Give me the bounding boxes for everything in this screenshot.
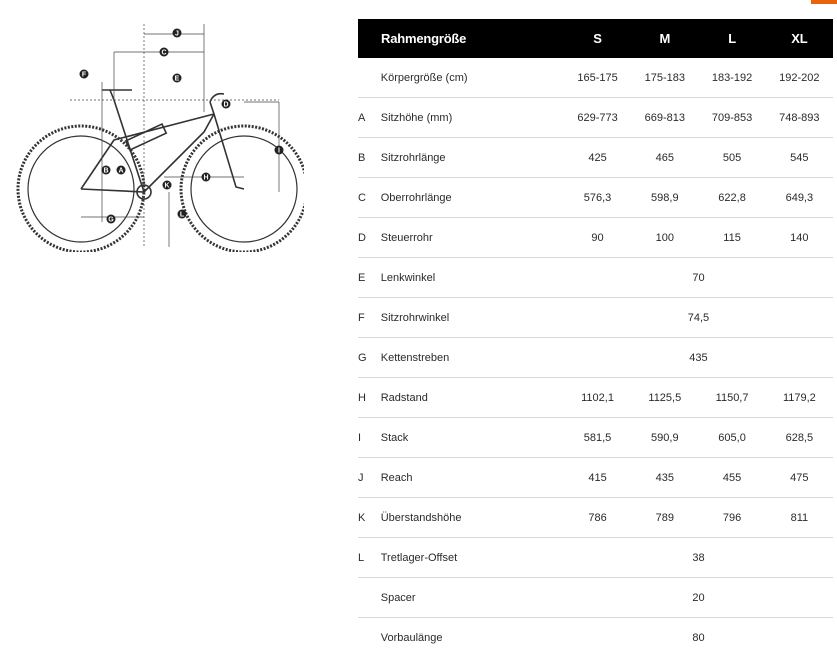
row-value: 192-202 — [779, 71, 820, 84]
svg-text:C: C — [161, 49, 167, 57]
row-letter: C — [358, 178, 381, 218]
table-body — [358, 58, 833, 657]
svg-text:G: G — [108, 216, 114, 224]
row-value: 1125,5 — [631, 378, 698, 418]
row-value: 425 — [564, 138, 631, 178]
svg-text:L: L — [179, 211, 185, 219]
label-marker — [202, 173, 211, 182]
row-letter: H — [358, 378, 381, 418]
row-letter — [358, 58, 381, 98]
geometry-table — [358, 19, 833, 657]
row-value: 545 — [766, 138, 833, 178]
label-marker — [80, 70, 89, 79]
row-value-all-sizes: 70 — [564, 258, 833, 298]
row-value: 605,0 — [698, 418, 765, 458]
row-letter: B — [358, 138, 381, 178]
row-value: 165-175 — [577, 71, 618, 84]
svg-text:D: D — [223, 101, 229, 109]
table-header-row — [358, 19, 833, 58]
table-row — [358, 538, 833, 578]
row-value: 1150,7 — [698, 378, 765, 418]
row-name: Sitzrohrwinkel — [381, 298, 564, 338]
header-size: M — [631, 19, 698, 58]
row-value: 415 — [564, 458, 631, 498]
row-value: 90 — [564, 218, 631, 258]
row-value: 183-192 — [711, 71, 753, 84]
row-value-all-sizes: 74,5 — [564, 298, 833, 338]
row-value: 576,3 — [564, 178, 631, 218]
measurement-lines — [70, 24, 279, 247]
table-row — [358, 98, 833, 138]
table-row — [358, 618, 833, 657]
label-marker — [160, 48, 169, 57]
row-name: Überstandshöhe — [381, 498, 564, 538]
row-letter: G — [358, 338, 381, 378]
table-row — [358, 218, 833, 258]
row-letter: E — [358, 258, 381, 298]
row-value: 628,5 — [766, 418, 833, 458]
header-frame-size: Rahmengröße — [358, 19, 564, 58]
table-row — [358, 258, 833, 298]
row-letter — [358, 618, 381, 657]
label-marker — [222, 100, 231, 109]
table-row — [358, 298, 833, 338]
label-marker — [117, 166, 126, 175]
row-value: 598,9 — [631, 178, 698, 218]
table-row — [358, 418, 833, 458]
orange-corner-tab — [811, 0, 837, 4]
svg-text:K: K — [164, 182, 170, 190]
row-letter — [358, 578, 381, 618]
row-value: 629-773 — [564, 98, 631, 138]
row-value: 796 — [698, 498, 765, 538]
row-name: Spacer — [381, 578, 564, 618]
row-value: 100 — [631, 218, 698, 258]
svg-text:I: I — [278, 147, 280, 155]
row-name: Radstand — [381, 378, 564, 418]
svg-text:B: B — [103, 167, 109, 175]
svg-text:F: F — [81, 71, 87, 79]
row-letter: J — [358, 458, 381, 498]
row-name: Sitzhöhe (mm) — [381, 98, 564, 138]
label-marker — [173, 74, 182, 83]
table-row — [358, 458, 833, 498]
row-name: Vorbaulänge — [381, 618, 564, 657]
table-row — [358, 138, 833, 178]
table-row — [358, 498, 833, 538]
row-value: 622,8 — [698, 178, 765, 218]
row-value-all-sizes: 80 — [564, 618, 833, 657]
row-value-all-sizes: 20 — [564, 578, 833, 618]
table-row — [358, 338, 833, 378]
svg-text:H: H — [203, 174, 209, 182]
row-letter: L — [358, 538, 381, 578]
row-value: 581,5 — [564, 418, 631, 458]
row-value: 1102,1 — [564, 378, 631, 418]
row-value: 115 — [698, 218, 765, 258]
svg-text:A: A — [118, 167, 124, 175]
row-letter: I — [358, 418, 381, 458]
row-value: 465 — [631, 138, 698, 178]
header-size: S — [564, 19, 631, 58]
row-name: Reach — [381, 458, 564, 498]
label-marker — [107, 215, 116, 224]
row-value: 475 — [766, 458, 833, 498]
row-value: 748-893 — [766, 98, 833, 138]
label-marker — [163, 181, 172, 190]
table-row — [358, 378, 833, 418]
bike-frame — [81, 90, 244, 199]
row-name: Sitzrohrlänge — [381, 138, 564, 178]
row-value-all-sizes: 38 — [564, 538, 833, 578]
row-value: 789 — [631, 498, 698, 538]
label-marker — [275, 146, 284, 155]
row-value: 1179,2 — [766, 378, 833, 418]
row-letter: K — [358, 498, 381, 538]
row-value: 435 — [631, 458, 698, 498]
row-value: 786 — [564, 498, 631, 538]
row-value-all-sizes: 435 — [564, 338, 833, 378]
svg-text:E: E — [174, 75, 180, 83]
table-row — [358, 578, 833, 618]
row-name: Lenkwinkel — [381, 258, 564, 298]
row-value: 505 — [698, 138, 765, 178]
label-marker — [102, 166, 111, 175]
header-size: XL — [766, 19, 833, 58]
row-value: 590,9 — [631, 418, 698, 458]
bike-geometry-diagram — [14, 22, 304, 252]
row-value: 669-813 — [631, 98, 698, 138]
row-letter: A — [358, 98, 381, 138]
header-size: L — [698, 19, 765, 58]
row-value: 455 — [698, 458, 765, 498]
row-letter: D — [358, 218, 381, 258]
svg-text:J: J — [175, 30, 179, 38]
label-marker — [173, 29, 182, 38]
row-name: Körpergröße (cm) — [380, 71, 468, 84]
label-marker — [178, 210, 187, 219]
row-value: 811 — [766, 498, 833, 538]
row-value: 175-183 — [644, 71, 685, 84]
row-name: Stack — [381, 418, 564, 458]
row-name: Kettenstreben — [381, 338, 564, 378]
table-row — [358, 58, 833, 98]
row-letter: F — [358, 298, 381, 338]
row-value: 140 — [766, 218, 833, 258]
row-value: 709-853 — [698, 98, 765, 138]
row-name: Steuerrohr — [381, 218, 564, 258]
row-value: 649,3 — [766, 178, 833, 218]
row-name: Tretlager-Offset — [381, 538, 564, 578]
table-row — [358, 178, 833, 218]
row-name: Oberrohrlänge — [381, 178, 564, 218]
